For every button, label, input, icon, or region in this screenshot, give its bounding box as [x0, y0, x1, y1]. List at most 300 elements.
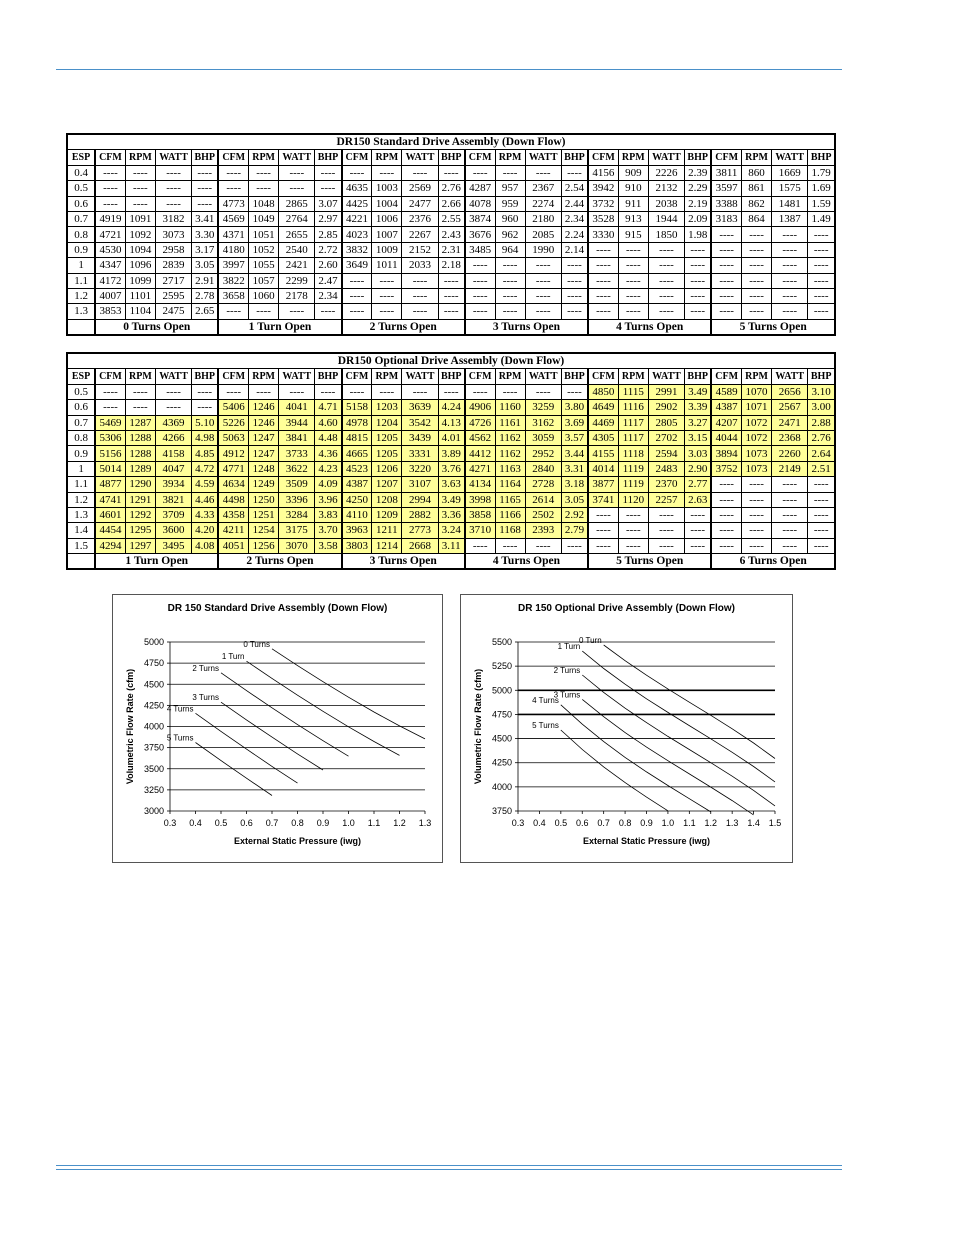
x-tick-label: 1.3 [725, 818, 739, 828]
column-header: RPM [495, 150, 525, 165]
table-cell: 860 [741, 165, 771, 180]
table-cell: 1289 [125, 461, 155, 476]
table-cell: ---- [192, 165, 219, 180]
table-cell: 2471 [772, 415, 808, 430]
table-cell: 3070 [279, 538, 315, 553]
table-cell: 2152 [402, 242, 438, 257]
table-cell: ---- [772, 304, 808, 319]
table-cell: ---- [741, 288, 771, 303]
table-cell: 2569 [402, 181, 438, 196]
table-cell: ---- [741, 273, 771, 288]
table-cell: 3622 [279, 461, 315, 476]
table-cell: 1248 [249, 461, 279, 476]
table-cell: 3.10 [808, 384, 835, 399]
optional-drive-table [66, 352, 836, 570]
column-header: BHP [438, 369, 465, 384]
turns-open-label: 5 Turns Open [711, 319, 835, 335]
y-tick-label: 3000 [143, 806, 164, 816]
column-header: CFM [588, 150, 618, 165]
table-cell: 3528 [588, 211, 618, 226]
table-cell: 1073 [741, 446, 771, 461]
table-cell: ---- [95, 181, 125, 196]
table-cell: 2370 [648, 477, 684, 492]
table-cell: 2475 [155, 304, 191, 319]
table-cell: 1209 [372, 507, 402, 522]
table-cell: 1206 [372, 461, 402, 476]
table-cell: 4412 [465, 446, 495, 461]
table-cell: ---- [648, 242, 684, 257]
column-header: CFM [342, 369, 372, 384]
table-cell: 3.49 [685, 384, 712, 399]
table-cell: 2149 [772, 461, 808, 476]
table-cell: 2882 [402, 507, 438, 522]
table-cell: 4.20 [192, 523, 219, 538]
table-cell: ---- [648, 538, 684, 553]
table-cell: 3.89 [438, 446, 465, 461]
table-cell: ---- [711, 507, 741, 522]
table-cell: 4498 [218, 492, 248, 507]
table-cell: ---- [372, 304, 402, 319]
table-cell: ---- [741, 242, 771, 257]
table-cell: 4371 [218, 227, 248, 242]
table-cell: ---- [561, 258, 588, 273]
table-row [67, 430, 835, 445]
table-cell: 4347 [95, 258, 125, 273]
series-label: 1 Turn [221, 652, 245, 662]
table-cell: 1.49 [808, 211, 835, 226]
table-cell: ---- [588, 258, 618, 273]
table-row [67, 304, 835, 319]
table-cell: 962 [495, 227, 525, 242]
x-axis-label: External Static Pressure (iwg) [233, 836, 362, 846]
table-cell: 3841 [279, 430, 315, 445]
table-cell: ---- [495, 384, 525, 399]
table-cell: ---- [465, 384, 495, 399]
table-cell: 4180 [218, 242, 248, 257]
table-cell: 3.31 [561, 461, 588, 476]
column-header: BHP [192, 369, 219, 384]
table-cell: 1049 [249, 211, 279, 226]
column-header: WATT [279, 369, 315, 384]
table-cell: 1004 [372, 196, 402, 211]
table-cell: 4.33 [192, 507, 219, 522]
esp-cell: 0.9 [67, 446, 95, 461]
table-cell: 3183 [711, 211, 741, 226]
table-cell: 1115 [618, 384, 648, 399]
column-header: WATT [648, 150, 684, 165]
table-cell: ---- [372, 165, 402, 180]
table-row [67, 446, 835, 461]
table-cell: ---- [465, 258, 495, 273]
table-cell: 2.29 [685, 181, 712, 196]
table-cell: 2421 [279, 258, 315, 273]
table-cell: ---- [465, 165, 495, 180]
table-cell: 3.30 [192, 227, 219, 242]
table-cell: 1117 [618, 415, 648, 430]
table-cell: ---- [525, 288, 561, 303]
table-cell: ---- [525, 538, 561, 553]
table-cell: ---- [561, 538, 588, 553]
series-label: 3 Turns [553, 690, 581, 700]
table-cell: ---- [402, 273, 438, 288]
table-cell: 4.85 [192, 446, 219, 461]
table-cell: 3509 [279, 477, 315, 492]
table-cell: 1288 [125, 446, 155, 461]
series-line [582, 699, 753, 815]
footer-rule-secondary [56, 1169, 842, 1170]
table-cell: ---- [808, 273, 835, 288]
table-cell: ---- [465, 273, 495, 288]
y-tick-label: 4250 [143, 700, 164, 711]
table-cell: 2.55 [438, 211, 465, 226]
table-cell: ---- [315, 165, 342, 180]
table-cell: 4601 [95, 507, 125, 522]
table-cell: ---- [218, 165, 248, 180]
series-label: 2 Turns [553, 666, 581, 676]
table-cell: ---- [249, 165, 279, 180]
table-title: DR150 Optional Drive Assembly (Down Flow) [67, 353, 835, 369]
table-cell: 3388 [711, 196, 741, 211]
table-cell: ---- [561, 165, 588, 180]
table-cell: ---- [495, 538, 525, 553]
table-cell: 1.69 [808, 181, 835, 196]
table-cell: 3944 [279, 415, 315, 430]
table-cell: 1162 [495, 430, 525, 445]
table-cell: 2614 [525, 492, 561, 507]
esp-cell: 1.3 [67, 507, 95, 522]
table-cell: 1387 [772, 211, 808, 226]
table-cell: 1203 [372, 400, 402, 415]
table-cell: ---- [808, 227, 835, 242]
table-cell: 2991 [648, 384, 684, 399]
table-cell: ---- [741, 523, 771, 538]
table-cell: ---- [711, 523, 741, 538]
table-cell: 3732 [588, 196, 618, 211]
table-cell: 3.70 [315, 523, 342, 538]
table-cell: 2.76 [808, 430, 835, 445]
table-cell: 1246 [249, 400, 279, 415]
table-cell: 1291 [125, 492, 155, 507]
series-line [221, 702, 323, 770]
table-cell: ---- [772, 273, 808, 288]
table-cell: 3.41 [192, 211, 219, 226]
table-cell: ---- [588, 242, 618, 257]
table-cell: 2393 [525, 523, 561, 538]
table-cell: 2952 [525, 446, 561, 461]
table-cell: 2.63 [685, 492, 712, 507]
table-title: DR150 Standard Drive Assembly (Down Flow) [67, 134, 835, 150]
table-cell: 1162 [495, 446, 525, 461]
standard-drive-chart [112, 594, 443, 863]
table-cell: ---- [772, 242, 808, 257]
table-cell: 4051 [218, 538, 248, 553]
table-cell: ---- [465, 288, 495, 303]
table-cell: 1205 [372, 446, 402, 461]
table-cell: ---- [438, 288, 465, 303]
table-cell: 4.60 [315, 415, 342, 430]
table-cell: ---- [618, 538, 648, 553]
esp-cell: 0.6 [67, 196, 95, 211]
table-cell: 4.01 [438, 430, 465, 445]
y-axis-label: Volumetric Flow Rate (cfm) [125, 668, 135, 785]
series-line [582, 651, 775, 782]
table-cell: 4305 [588, 430, 618, 445]
table-cell: 2.77 [685, 477, 712, 492]
table-cell: 4271 [465, 461, 495, 476]
column-header: BHP [808, 369, 835, 384]
x-tick-label: 0.5 [214, 818, 228, 828]
turns-open-label: 4 Turns Open [588, 319, 711, 335]
table-cell: ---- [772, 477, 808, 492]
table-cell: 4850 [588, 384, 618, 399]
table-row [67, 227, 835, 242]
table-cell: ---- [618, 288, 648, 303]
x-tick-label: 1.2 [393, 818, 406, 828]
table-cell: 3331 [402, 446, 438, 461]
table-cell: 3874 [465, 211, 495, 226]
table-cell: ---- [495, 273, 525, 288]
column-header: WATT [525, 369, 561, 384]
table-cell: ---- [372, 384, 402, 399]
x-tick-label: 1.1 [683, 818, 696, 828]
table-cell: 1011 [372, 258, 402, 273]
series-label: 0 Turn [578, 635, 602, 645]
table-cell: 3741 [588, 492, 618, 507]
table-cell: ---- [525, 258, 561, 273]
table-cell: ---- [685, 273, 712, 288]
table-cell: 4912 [218, 446, 248, 461]
table-cell: 4635 [342, 181, 372, 196]
table-cell: 2764 [279, 211, 315, 226]
table-cell: ---- [155, 196, 191, 211]
table-cell: 2.18 [438, 258, 465, 273]
x-tick-label: 1.5 [768, 818, 782, 828]
table-cell: 4250 [342, 492, 372, 507]
table-cell: 3832 [342, 242, 372, 257]
table-cell: ---- [772, 538, 808, 553]
table-cell: 3396 [279, 492, 315, 507]
standard-drive-table [66, 133, 836, 336]
table-cell: 4.98 [192, 430, 219, 445]
table-cell: 2038 [648, 196, 684, 211]
table-cell: 4721 [95, 227, 125, 242]
table-cell: 1256 [249, 538, 279, 553]
table-cell: ---- [125, 196, 155, 211]
table-cell: 5156 [95, 446, 125, 461]
turns-open-label: 4 Turns Open [465, 554, 588, 570]
table-cell: 1292 [125, 507, 155, 522]
table-cell: 4358 [218, 507, 248, 522]
table-cell: 2540 [279, 242, 315, 257]
table-cell: 2994 [402, 492, 438, 507]
table-cell: 2958 [155, 242, 191, 257]
table-cell: ---- [711, 538, 741, 553]
x-tick-label: 0.9 [316, 818, 330, 828]
y-tick-label: 4250 [491, 757, 512, 768]
table-cell: 4134 [465, 477, 495, 492]
table-cell: 2.47 [315, 273, 342, 288]
table-cell: ---- [495, 288, 525, 303]
table-cell: ---- [315, 304, 342, 319]
table-cell: ---- [561, 273, 588, 288]
table-cell: 4919 [95, 211, 125, 226]
table-cell: ---- [125, 384, 155, 399]
x-tick-label: 1.4 [747, 818, 760, 828]
table-cell: 3942 [588, 181, 618, 196]
x-tick-label: 1.1 [367, 818, 381, 828]
column-header: BHP [561, 150, 588, 165]
table-cell: 2178 [279, 288, 315, 303]
esp-cell: 1.5 [67, 538, 95, 553]
table-cell: 1575 [772, 181, 808, 196]
x-tick-label: 0.3 [163, 818, 177, 828]
table-cell: 3259 [525, 400, 561, 415]
table-cell: 862 [741, 196, 771, 211]
series-line [247, 661, 400, 755]
turns-open-label: 2 Turns Open [342, 319, 465, 335]
header-rule [56, 69, 842, 70]
column-header: ESP [67, 150, 95, 165]
column-header: WATT [772, 369, 808, 384]
table-cell: 1.98 [685, 227, 712, 242]
table-cell: ---- [402, 288, 438, 303]
table-cell: 4110 [342, 507, 372, 522]
table-cell: ---- [438, 304, 465, 319]
table-cell: ---- [402, 384, 438, 399]
y-tick-label: 3750 [491, 806, 512, 816]
table-cell: ---- [808, 477, 835, 492]
table-cell: 1003 [372, 181, 402, 196]
x-tick-label: 1.0 [342, 818, 355, 828]
y-tick-label: 5250 [491, 661, 512, 672]
table-cell: 2.66 [438, 196, 465, 211]
table-cell: 3998 [465, 492, 495, 507]
esp-cell: 0.5 [67, 384, 95, 399]
table-cell: ---- [438, 384, 465, 399]
table-cell: 3.27 [685, 415, 712, 430]
table-cell: 1101 [125, 288, 155, 303]
table-cell: ---- [808, 258, 835, 273]
table-row [67, 288, 835, 303]
table-cell: ---- [342, 304, 372, 319]
table-cell: ---- [279, 165, 315, 180]
table-cell: 3.69 [561, 415, 588, 430]
table-cell: 909 [618, 165, 648, 180]
esp-cell: 1 [67, 461, 95, 476]
column-header: WATT [155, 150, 191, 165]
table-row [67, 211, 835, 226]
table-cell: ---- [685, 288, 712, 303]
table-cell: 4523 [342, 461, 372, 476]
table-cell: 3182 [155, 211, 191, 226]
table-cell: 1048 [249, 196, 279, 211]
table-row [67, 400, 835, 415]
table-cell: 5226 [218, 415, 248, 430]
x-tick-label: 1.0 [661, 818, 675, 828]
table-cell: ---- [155, 400, 191, 415]
table-cell: ---- [438, 273, 465, 288]
table-cell: 2299 [279, 273, 315, 288]
series-line [196, 713, 298, 783]
table-cell: 3.18 [561, 477, 588, 492]
table-cell: 3330 [588, 227, 618, 242]
table-cell: 915 [618, 227, 648, 242]
table-cell: ---- [685, 242, 712, 257]
table-cell: 1091 [125, 211, 155, 226]
series-label: 1 Turn [557, 642, 581, 652]
table-cell: ---- [808, 288, 835, 303]
table-cell: 3858 [465, 507, 495, 522]
table-cell: 3073 [155, 227, 191, 242]
table-cell: 2839 [155, 258, 191, 273]
table-cell: 1117 [618, 430, 648, 445]
table-cell: ---- [525, 273, 561, 288]
table-cell: 3639 [402, 400, 438, 415]
table-cell: ---- [342, 384, 372, 399]
table-cell: 3709 [155, 507, 191, 522]
table-cell: ---- [711, 273, 741, 288]
table-cell: 1250 [249, 492, 279, 507]
table-cell: 1118 [618, 446, 648, 461]
table-cell: 4047 [155, 461, 191, 476]
y-axis-label: Volumetric Flow Rate (cfm) [473, 668, 483, 785]
table-cell: 3439 [402, 430, 438, 445]
y-tick-label: 3750 [143, 742, 164, 753]
table-cell: 3.24 [438, 523, 465, 538]
table-cell: 4815 [342, 430, 372, 445]
table-cell: 5.10 [192, 415, 219, 430]
table-cell: 3710 [465, 523, 495, 538]
y-tick-label: 4500 [491, 733, 512, 744]
table-cell: 1850 [648, 227, 684, 242]
turns-open-label: 3 Turns Open [465, 319, 588, 335]
y-tick-label: 4000 [491, 781, 512, 792]
column-header: CFM [465, 369, 495, 384]
table-cell: 1070 [741, 384, 771, 399]
table-cell: 2.88 [808, 415, 835, 430]
table-cell: 2728 [525, 477, 561, 492]
table-cell: 3649 [342, 258, 372, 273]
table-cell: 2085 [525, 227, 561, 242]
table-cell: 4.23 [315, 461, 342, 476]
table-cell: 3600 [155, 523, 191, 538]
turns-open-label: 0 Turns Open [95, 319, 218, 335]
table-cell: 2805 [648, 415, 684, 430]
table-cell: ---- [525, 304, 561, 319]
table-cell: ---- [648, 304, 684, 319]
table-cell: 1072 [741, 430, 771, 445]
series-label: 2 Turns [192, 663, 219, 673]
table-cell: ---- [808, 538, 835, 553]
table-row [67, 415, 835, 430]
table-cell: ---- [711, 492, 741, 507]
column-header: CFM [711, 150, 741, 165]
y-tick-label: 4750 [491, 709, 512, 720]
table-cell: 1205 [372, 430, 402, 445]
table-cell: 4221 [342, 211, 372, 226]
table-cell: 2.24 [561, 227, 588, 242]
y-tick-label: 3500 [143, 763, 164, 774]
turns-open-label: 3 Turns Open [342, 554, 465, 570]
esp-cell: 0.7 [67, 415, 95, 430]
table-cell: 1071 [741, 400, 771, 415]
table-cell: ---- [218, 304, 248, 319]
table-cell: 3.76 [438, 461, 465, 476]
table-cell: ---- [588, 507, 618, 522]
table-cell: 3.58 [315, 538, 342, 553]
table-cell: ---- [588, 538, 618, 553]
column-header: WATT [648, 369, 684, 384]
